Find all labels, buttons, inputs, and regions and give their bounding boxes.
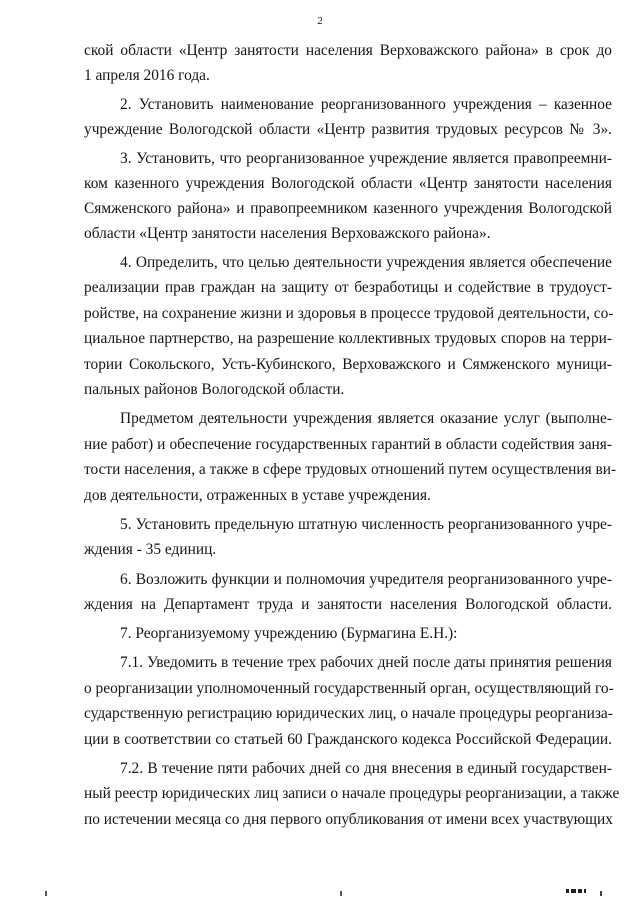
text-line: циальное партнерство, на разрешение коллективных трудовых споров на терри-	[84, 330, 612, 347]
text-line: по истечении месяца со дня первого опубликования от имени всех участвующих	[84, 811, 613, 828]
text-line: ждения на Департамент труда и занятости населения Вологодской области.	[84, 596, 612, 613]
text-line: реализации прав граждан на защиту от безработицы и содействие в трудоуст-	[84, 279, 612, 296]
text-line: ской области «Центр занятости населения Верховажского района» в срок до	[84, 42, 612, 59]
text-line: дов деятельности, отраженных в уставе учреждения.	[84, 487, 431, 504]
text-line: ный реестр юридических лиц записи о начале процедуры реорганизации, а также	[84, 785, 620, 802]
text-line: тости населения, а также в сфере трудовых отношений путем осуществления ви-	[84, 461, 617, 478]
text-line: 4. Определить, что целью деятельности учреждения является обеспечение	[120, 254, 612, 271]
text-line: Сямженского района» и правопреемником казенного учреждения Вологодской	[84, 200, 612, 217]
text-line: сударственную регистрацию юридических лиц, о начале процедуры реорганиза-	[84, 705, 613, 722]
text-line: ройстве, на сохранение жизни и здоровья в процессе трудовой деятельности, со-	[84, 305, 614, 322]
text-line: 7.1. Уведомить в течение трех рабочих дней после даты принятия решения	[120, 654, 612, 671]
text-line: пальных районов Вологодской области.	[84, 381, 345, 398]
text-line: области «Центр занятости населения Верховажского района».	[84, 225, 491, 242]
text-line: 6. Возложить функции и полномочия учредителя реорганизованного учре-	[120, 571, 612, 588]
text-line: учреждение Вологодской области «Центр развития трудовых ресурсов № 3».	[84, 121, 612, 138]
text-line: 3. Установить, что реорганизованное учреждение является правопреемни-	[120, 150, 612, 167]
page-number: 2	[317, 15, 323, 27]
text-line: 7.2. В течение пяти рабочих дней со дня внесения в единый государствен-	[120, 760, 612, 777]
text-line: тории Сокольского, Усть-Кубинского, Верховажского и Сямженского муници-	[84, 356, 612, 373]
text-line: ждения - 35 единиц.	[84, 541, 217, 558]
text-line: 5. Установить предельную штатную численность реорганизованного учре-	[120, 516, 612, 533]
text-line: ние работ) и обеспечение государственных гарантий в области содействия заня-	[84, 436, 612, 453]
text-line: 1 апреля 2016 года.	[84, 67, 210, 84]
text-line: о реорганизации уполномоченный государственный орган, осуществляющий го-	[84, 680, 614, 697]
text-line: 7. Реорганизуемому учреждению (Бурмагина Е.Н.):	[120, 625, 458, 642]
text-line: 2. Установить наименование реорганизованного учреждения – казенное	[120, 96, 612, 113]
text-line: Предметом деятельности учреждения является оказание услуг (выполне-	[120, 410, 612, 427]
text-line: ции в соответствии со статьей 60 Гражданского кодекса Российской Федерации.	[84, 731, 612, 748]
text-line: ком казенного учреждения Вологодской области «Центр занятости населения	[84, 175, 612, 192]
